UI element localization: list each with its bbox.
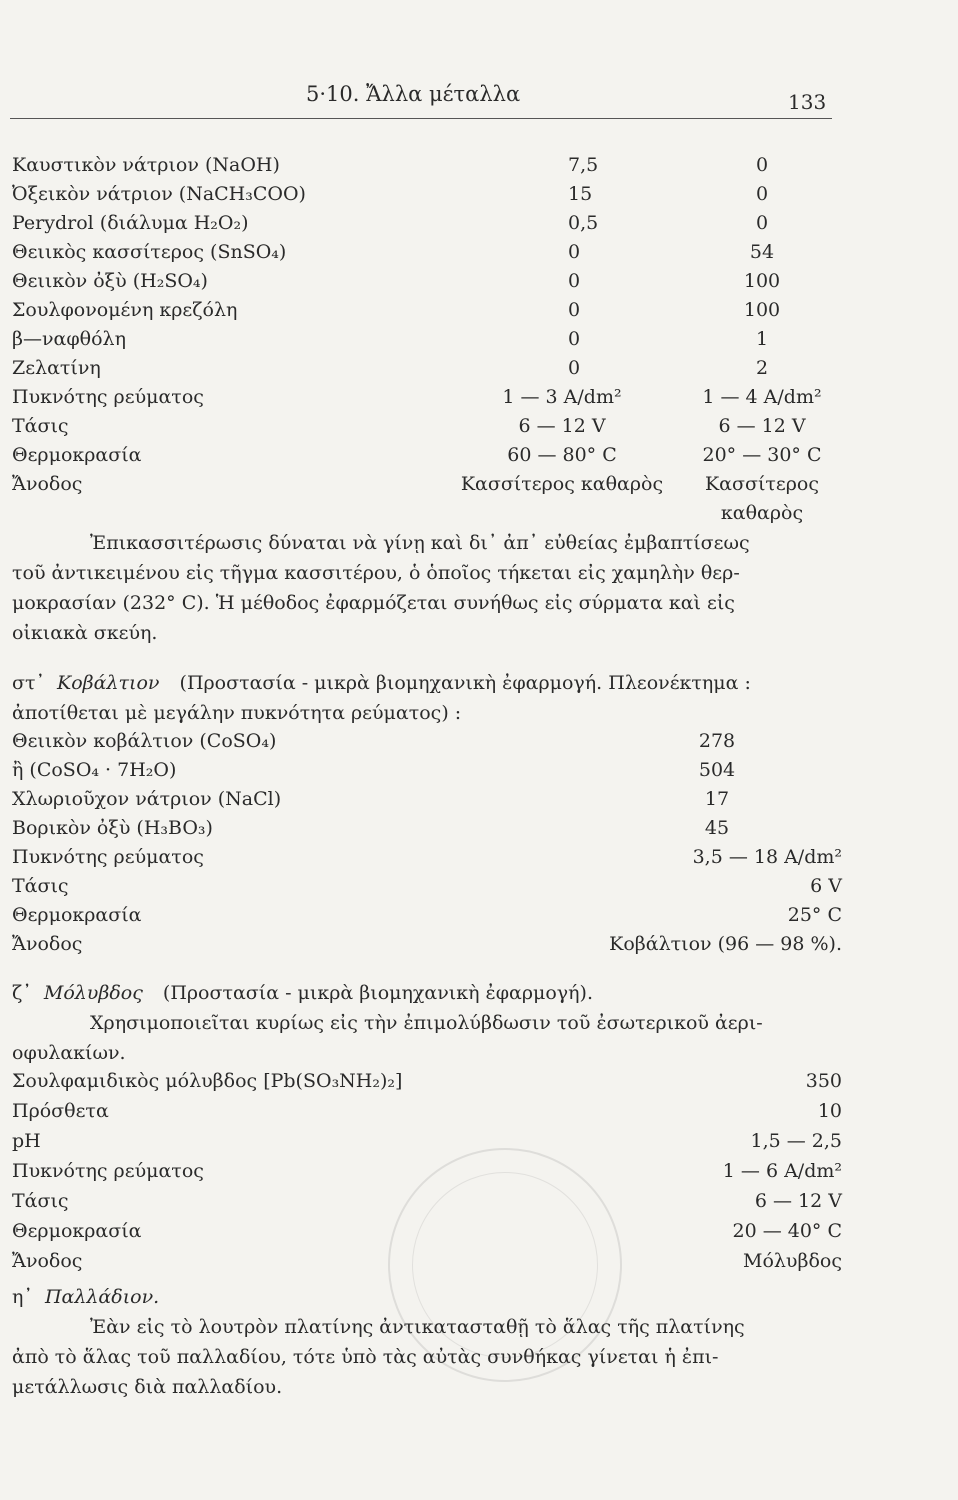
heading-line: ἀποτίθεται μὲ μεγάλην πυκνότητα ρεύματος) :	[12, 702, 462, 724]
row-value: 350	[805, 1070, 842, 1092]
solution-1-value: 0	[568, 299, 581, 321]
running-head	[0, 82, 958, 114]
cobalt-heading	[12, 668, 832, 728]
heading-text: (Προστασία - μικρὰ βιομηχανικὴ ἐφαρμογή. Πλεονέκτημα :	[179, 672, 751, 694]
table-row	[12, 1096, 842, 1126]
row-value: 25° C	[787, 904, 842, 926]
row-value: 6 V	[810, 875, 842, 897]
row-label: Ἄνοδος	[12, 1250, 83, 1272]
paragraph-line: Χρησιμοποιεῖται κυρίως εἰς τὴν ἐπιμολύβδωσιν τοῦ ἐσωτερικοῦ ἀερι-	[90, 1012, 763, 1034]
table-row	[12, 150, 842, 180]
solution-1-value: 1 — 3 A/dm²	[502, 386, 622, 408]
table-row	[12, 469, 842, 499]
solution-1-value: 0	[568, 270, 581, 292]
solution-2-value: 0	[755, 212, 769, 234]
row-label: Πυκνότης ρεύματος	[12, 386, 204, 408]
solution-2-value: 2	[755, 357, 769, 379]
paragraph-line: τοῦ ἀντικειμένου εἰς τῆγμα κασσιτέρου, ὁ ὁποῖος τήκεται εἰς χαμηλὴν θερ-	[12, 562, 740, 584]
solution-2-value: 1 — 4 A/dm²	[702, 386, 822, 408]
heading-text: (Προστασία - μικρὰ βιομηχανικὴ ἐφαρμογή).	[162, 982, 593, 1004]
solution-1-value: 0	[568, 357, 581, 379]
table-row	[12, 929, 842, 959]
metal-name: Παλλάδιον.	[44, 1286, 160, 1308]
row-value: 278	[698, 730, 736, 752]
section-marker: η᾽	[12, 1286, 33, 1308]
row-label: Πυκνότης ρεύματος	[12, 846, 204, 868]
table-row	[12, 295, 842, 325]
paragraph-line: οἰκιακὰ σκεύη.	[12, 622, 158, 644]
row-label: Θειικὸν κοβάλτιον (CoSO₄)	[12, 730, 277, 752]
row-label: Σουλφονομένη κρεζόλη	[12, 299, 238, 321]
lead-heading	[12, 978, 832, 1068]
row-label: Πυκνότης ρεύματος	[12, 1160, 204, 1182]
row-label: Χλωριοῦχον νάτριον (NaCl)	[12, 788, 282, 810]
row-value: 20 — 40° C	[732, 1220, 842, 1242]
row-label: Ὀξεικὸν νάτριον (NaCH₃COO)	[12, 183, 306, 205]
row-label: Τάσις	[12, 1190, 69, 1212]
solution-2-value: Κασσίτερος	[704, 473, 820, 495]
paragraph-line: ἀπὸ τὸ ἅλας τοῦ παλλαδίου, τότε ὑπὸ τὰς αὐτὰς συνθήκας γίνεται ἡ ἐπι-	[12, 1346, 719, 1368]
row-label: Θειικὸν ὀξὺ (H₂SO₄)	[12, 270, 208, 292]
row-value: 1 — 6 A/dm²	[722, 1160, 842, 1182]
row-value: 1,5 — 2,5	[750, 1130, 842, 1152]
table-row	[12, 411, 842, 441]
table-row	[12, 813, 842, 843]
solution-1-value: 15	[568, 183, 593, 205]
solution-1-value: 6 — 12 V	[518, 415, 606, 437]
solution-2-value: 0	[755, 183, 769, 205]
solution-2-value: 100	[743, 299, 781, 321]
row-label: Σουλφαμιδικὸς μόλυβδος [Pb(SO₃NH₂)₂]	[12, 1070, 403, 1092]
table-row	[12, 1066, 842, 1096]
table-row	[12, 324, 842, 354]
row-label: Τάσις	[12, 875, 69, 897]
paragraph-line: μετάλλωσις διὰ παλλαδίου.	[12, 1376, 283, 1398]
solution-2-value: 100	[743, 270, 781, 292]
row-label: pH	[12, 1130, 41, 1152]
paragraph-line: μοκρασίαν (232° C). Ἡ μέθοδος ἐφαρμόζεται συνήθως εἰς σύρματα καὶ εἰς	[12, 592, 735, 614]
table-row	[12, 755, 842, 785]
metal-name: Μόλυβδος	[43, 982, 143, 1004]
table-row	[12, 382, 842, 412]
table-row	[12, 1126, 842, 1156]
row-value: 6 — 12 V	[754, 1190, 842, 1212]
solution-2-value: 20° — 30° C	[702, 444, 822, 466]
table-row	[12, 726, 842, 756]
paragraph-line: οφυλακίων.	[12, 1042, 126, 1064]
row-label: β—ναφθόλη	[12, 328, 126, 350]
paragraph-line: Ἐπικασσιτέρωσις δύναται νὰ γίνῃ καὶ δι᾽ ἀπ᾽ εὐθείας ἐμβαπτίσεως	[90, 532, 750, 554]
metal-name: Κοβάλτιον	[57, 672, 160, 694]
table-row	[12, 440, 842, 470]
solution-2-value: 0	[755, 154, 769, 176]
row-label: Ζελατίνη	[12, 357, 101, 379]
row-label: Τάσις	[12, 415, 69, 437]
row-value: 17	[704, 788, 730, 810]
row-value: 45	[704, 817, 730, 839]
solution-2-value: 6 — 12 V	[718, 415, 806, 437]
table-row	[12, 353, 842, 383]
row-label: Ἄνοδος	[12, 933, 83, 955]
table-row	[12, 900, 842, 930]
header-rule	[10, 118, 832, 119]
row-value: Κοβάλτιον (96 — 98 %).	[609, 933, 842, 955]
row-label: Καυστικὸν νάτριον (NaOH)	[12, 154, 280, 176]
solution-1-value: 60 — 80° C	[507, 444, 617, 466]
table-row	[12, 208, 842, 238]
row-label: Perydrol (διάλυμα H₂O₂)	[12, 212, 249, 234]
tin-paragraph	[12, 528, 832, 648]
paragraph-line: Ἐὰν εἰς τὸ λουτρὸν πλατίνης ἀντικατασταθῇ τὸ ἅλας τῆς πλατίνης	[90, 1316, 745, 1338]
table-row	[12, 784, 842, 814]
table-row	[12, 498, 842, 528]
table-row	[12, 266, 842, 296]
section-title: 5·10. Ἄλλα μέταλλα	[306, 82, 521, 106]
page-number: 133	[788, 90, 827, 114]
table-row	[12, 237, 842, 267]
row-value: Μόλυβδος	[743, 1250, 842, 1272]
table-row	[12, 871, 842, 901]
row-value: 3,5 — 18 A/dm²	[692, 846, 842, 868]
row-label: Θειικὸς κασσίτερος (SnSO₄)	[12, 241, 287, 263]
solution-2-value: καθαρὸς	[720, 502, 804, 524]
row-value: 504	[698, 759, 736, 781]
row-value: 10	[817, 1100, 842, 1122]
row-label: Θερμοκρασία	[12, 1220, 142, 1242]
section-marker: ζ᾽	[12, 982, 32, 1004]
row-label: Βορικὸν ὀξὺ (H₃BO₃)	[12, 817, 213, 839]
section-marker: στ᾽	[12, 672, 45, 694]
solution-1-value: 0,5	[568, 212, 599, 234]
solution-1-value: 0	[568, 328, 581, 350]
solution-2-value: 54	[749, 241, 775, 263]
solution-2-value: 1	[755, 328, 769, 350]
table-row	[12, 842, 842, 872]
solution-1-value: 7,5	[568, 154, 599, 176]
row-label: Θερμοκρασία	[12, 444, 142, 466]
solution-1-value: 0	[568, 241, 581, 263]
row-label: Πρόσθετα	[12, 1100, 109, 1122]
library-stamp	[388, 1148, 622, 1382]
row-label: Θερμοκρασία	[12, 904, 142, 926]
row-label: ἢ (CoSO₄ · 7H₂O)	[12, 759, 177, 781]
row-label: Ἄνοδος	[12, 473, 83, 495]
solution-1-value: Κασσίτερος καθαρὸς	[460, 473, 664, 495]
table-row	[12, 179, 842, 209]
